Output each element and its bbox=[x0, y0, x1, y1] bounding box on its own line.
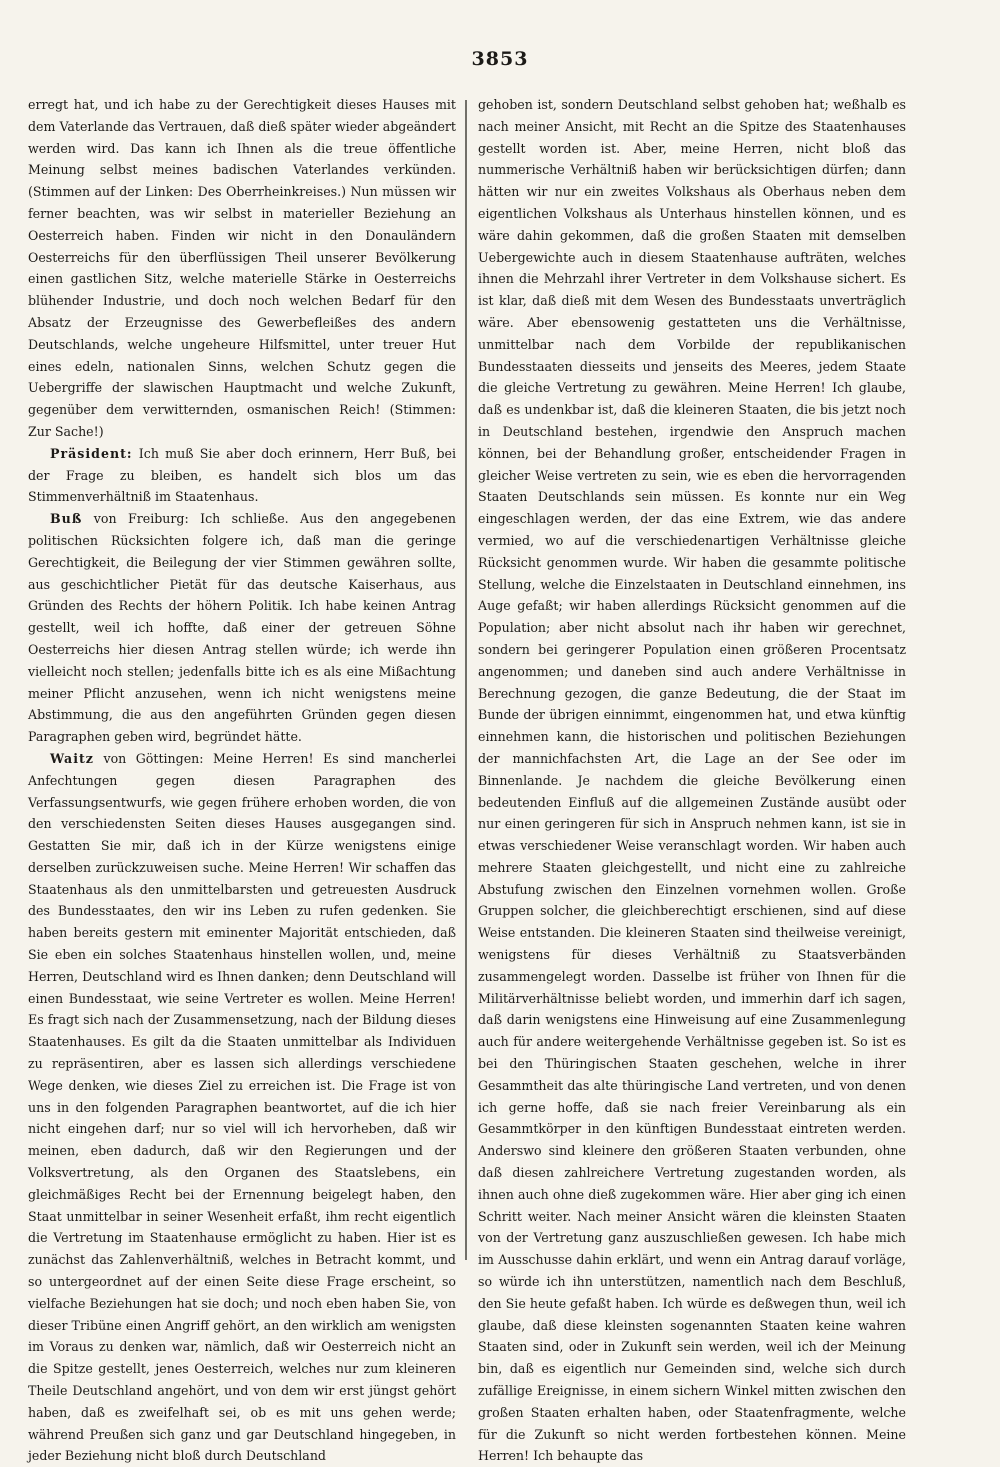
paragraph bbox=[478, 94, 906, 1467]
paragraph bbox=[28, 748, 456, 1467]
speaker-name: Präsident: bbox=[50, 445, 133, 461]
paragraph bbox=[28, 508, 456, 748]
paragraph bbox=[28, 443, 456, 508]
column-divider bbox=[465, 100, 467, 1260]
left-column bbox=[28, 94, 456, 1464]
paragraph-text: von Göttingen: Meine Herren! Es sind mancherlei Anfechtungen gegen diesen Paragraphen des Verfassungsentwurfs, wie gegen frühere erhoben worden, die von den verschiedensten Seiten dieses Hauses ausgegangen sind. Gestatten Sie mir, daß ich in der Kürze wenigstens einige derselben zurückzuweisen suche. Meine Herren! Wir schaffen das Staatenhaus als den unmittelbarsten und getreuesten Ausdruck des Bundesstaates, den wir ins Leben zu rufen gedenken. Sie haben bereits gestern mit eminenter Majorität entschieden, daß Sie eben ein solches Staatenhaus hinstellen wollen, und, meine Herren, Deutschland wird es Ihnen danken; denn Deutschland will einen Bundesstaat, wie seine Vertreter es wollen. Meine Herren! Es fragt sich nach der Zusammensetzung, nach der Bildung dieses Staatenhauses. Es gilt da die Staaten unmittelbar als Individuen zu repräsentiren, aber es lassen sich allerdings verschiedene Wege denken, wie dieses Ziel zu erreichen ist. Die Frage ist von uns in den folgenden Paragraphen beantwortet, auf die ich hier nicht eingehen darf; nur so viel will ich hervorheben, daß wir meinen, eben dadurch, daß wir den Regierungen und der Volksvertretung, als den Organen des Staatslebens, ein gleichmäßiges Recht bei der Ernennung beigelegt haben, den Staat unmittelbar in seiner Wesenheit erfaßt, ihm recht eigentlich die Vertretung im Staatenhause ermöglicht zu haben. Hier ist es zunächst das Zahlenverhältniß, welches in Betracht kommt, und so untergeordnet auf der einen Seite diese Frage erscheint, so vielfache Beziehungen hat sie doch; und noch eben haben Sie, von dieser Tribüne einen Angriff gehört, an den wirklich am wenigsten im Voraus zu denken war, nämlich, daß wir Oesterreich nicht an die Spitze gestellt, jenes Oesterreich, welches nur zum kleineren Theile Deutschland angehört, und von dem wir erst jüngst gehört haben, daß es zweifelhaft sei, ob es mit uns gehen werde; während Preußen sich ganz und gar Deutschland hingegeben, in jeder Beziehung nicht bloß durch Deutschland bbox=[28, 750, 456, 1464]
paragraph-text: von Freiburg: Ich schließe. Aus den angegebenen politischen Rücksichten folgere ich, daß man die geringe Gerechtigkeit, die Beilegung der vier Stimmen gewähren sollte, aus geschichtlicher Pietät für das deutsche Kaiserhaus, aus Gründen des Rechts der höhern Politik. Ich habe keinen Antrag gestellt, weil ich hoffte, daß einer der getreuen Söhne Oesterreichs hier diesen Antrag stellen würde; ich werde ihn vielleicht noch stellen; jedenfalls bitte ich es als eine Mißachtung meiner Pflicht anzusehen, wenn ich nicht wenigstens meine Abstimmung, die aus den angeführten Gründen gegen diesen Paragraphen geben wird, begründet hätte. bbox=[28, 511, 456, 745]
speaker-name: Waitz bbox=[50, 750, 94, 766]
paragraph-text: gehoben ist, sondern Deutschland selbst gehoben hat; weßhalb es nach meiner Ansicht, mit Recht an die Spitze des Staatenhauses gestellt worden ist. Aber, meine Herren, nicht bloß das nummerische Verhältniß haben wir berücksichtigen dürfen; dann hätten wir nur ein zweites Volkshaus als Oberhaus neben dem eigentlichen Volkshaus als Unterhaus hinstellen können, und es wäre dahin gekommen, daß die großen Staaten mit demselben Uebergewichte auch in diesem Staatenhause aufträten, welches ihnen die Mehrzahl ihrer Vertreter in dem Volkshause sichert. Es ist klar, daß dieß mit dem Wesen des Bundesstaats unverträglich wäre. Aber ebensowenig gestatteten uns die Verhältnisse, unmittelbar nach dem Vorbilde der republikanischen Bundesstaaten diesseits und jenseits des Meeres, jedem Staate die gleiche Vertretung zu gewähren. Meine Herren! Ich glaube, daß es undenkbar ist, daß die kleineren Staaten, die bis jetzt noch in Deutschland bestehen, irgendwie den Anspruch machen können, bei der Behandlung großer, entscheidender Fragen in gleicher Weise vertreten zu sein, wie es eben die hervorragenden Staaten Deutschlands sein müssen. Es konnte nur ein Weg eingeschlagen werden, der das eine Extrem, wie das andere vermied, wo auf die verschiedenartigen Verhältnisse gleiche Rücksicht genommen wurde. Wir haben die gesammte politische Stellung, welche die Einzelstaaten in Deutschland einnehmen, ins Auge gefaßt; wir haben allerdings Rücksicht genommen auf die Population; aber nicht absolut nach ihr haben wir gerechnet, sondern bei geringerer Population einen größeren Procentsatz angenommen; und daneben sind auch andere Verhältnisse in Berechnung gezogen, die ganze Bedeutung, die der Staat im Bunde der übrigen einnimmt, eingenommen hat, und etwa künftig einnehmen kann, die historischen und politischen Beziehungen der mannichfachsten Art, die Lage an der See oder im Binnenlande. Je nachdem die gleiche Bevölkerung einen bedeutenden Einfluß auf die allgemeinen Zustände ausübt oder nur einen geringeren für sich in Anspruch nehmen kann, ist sie in etwas verschiedener Weise veranschlagt worden. Wir haben auch mehrere Staaten gleichgestellt, und nicht eine zu zahlreiche Abstufung zwischen den Einzelnen vornehmen wollen. Große Gruppen solcher, die gleichberechtigt erschienen, sind auf diese Weise entstanden. Die kleineren Staaten sind theilweise vereinigt, wenigstens für dieses Verhältniß zu Staatsverbänden zusammengelegt worden. Dasselbe ist früher von Ihnen für die Militärverhältnisse beliebt worden, und immerhin darf ich sagen, daß darin wenigstens eine Hinweisung auf eine Zusammenlegung auch für andere weitergehende Verhältnisse gegeben ist. So ist es bei den Thüringischen Staaten geschehen, welche in ihrer Gesammtheit das alte thüringische Land vertreten, und von denen ich gerne hoffe, daß sie nach freier Vereinbarung als ein Gesammtkörper in den künftigen Bundesstaat eintreten werden. Anderswo sind kleinere den größeren Staaten verbunden, ohne daß diesen zahlreichere Vertretung zugestanden worden, als ihnen auch ohne dieß zugekommen wäre. Hier aber ging ich einen Schritt weiter. Nach meiner Ansicht wären die kleinsten Staaten von der Vertretung ganz auszuschließen gewesen. Ich habe mich im Ausschusse dahin erklärt, und wenn ein Antrag darauf vorläge, so würde ich ihn unterstützen, namentlich nach dem Beschluß, den Sie heute gefaßt haben. Ich würde es deßwegen thun, weil ich glaube, daß diese kleinsten sogenannten Staaten keine wahren Staaten sind, oder in Zukunft sein werden, weil ich der Meinung bin, daß es eigentlich nur Gemeinden sind, welche sich durch zufällige Ereignisse, in einem sichern Winkel mitten zwischen den großen Staaten erhalten haben, oder Staatenfragmente, welche für die Zukunft so nicht werden fortbestehen können. Meine Herren! Ich behaupte das bbox=[478, 97, 906, 1464]
paragraph bbox=[28, 94, 456, 443]
paragraph-text: Ich muß Sie aber doch erinnern, Herr Buß, bei der Frage zu bleiben, es handelt sich blos um das Stimmenverhältniß im Staatenhaus. bbox=[28, 445, 456, 505]
speaker-name: Buß bbox=[50, 511, 83, 527]
paragraph-text: erregt hat, und ich habe zu der Gerechtigkeit dieses Hauses mit dem Vaterlande das Vertrauen, daß dieß später wieder abgeändert werden wird. Das kann ich Ihnen als die treue öffentliche Meinung selbst meines badischen Vaterlandes verkünden. (Stimmen auf der Linken: Des Oberrheinkreises.) Nun müssen wir ferner beachten, was wir selbst in materieller Beziehung an Oesterreich haben. Finden wir nicht in den Donauländern Oesterreichs für den überflüssigen Theil unserer Bevölkerung einen gastlichen Sitz, welche materielle Stärke in Oesterreichs blühender Industrie, und doch noch welchen Bedarf für den Absatz der Erzeugnisse des Gewerbefleißes des andern Deutschlands, welche ungeheure Hilfsmittel, unter treuer Hut eines edeln, nationalen Sinns, welchen Schutz gegen die Uebergriffe der slawischen Hauptmacht und welche Zukunft, gegenüber dem verwitternden, osmanischen Reich! (Stimmen: Zur Sache!) bbox=[28, 97, 456, 439]
page-number: 3853 bbox=[471, 48, 529, 70]
right-column bbox=[478, 94, 906, 1464]
